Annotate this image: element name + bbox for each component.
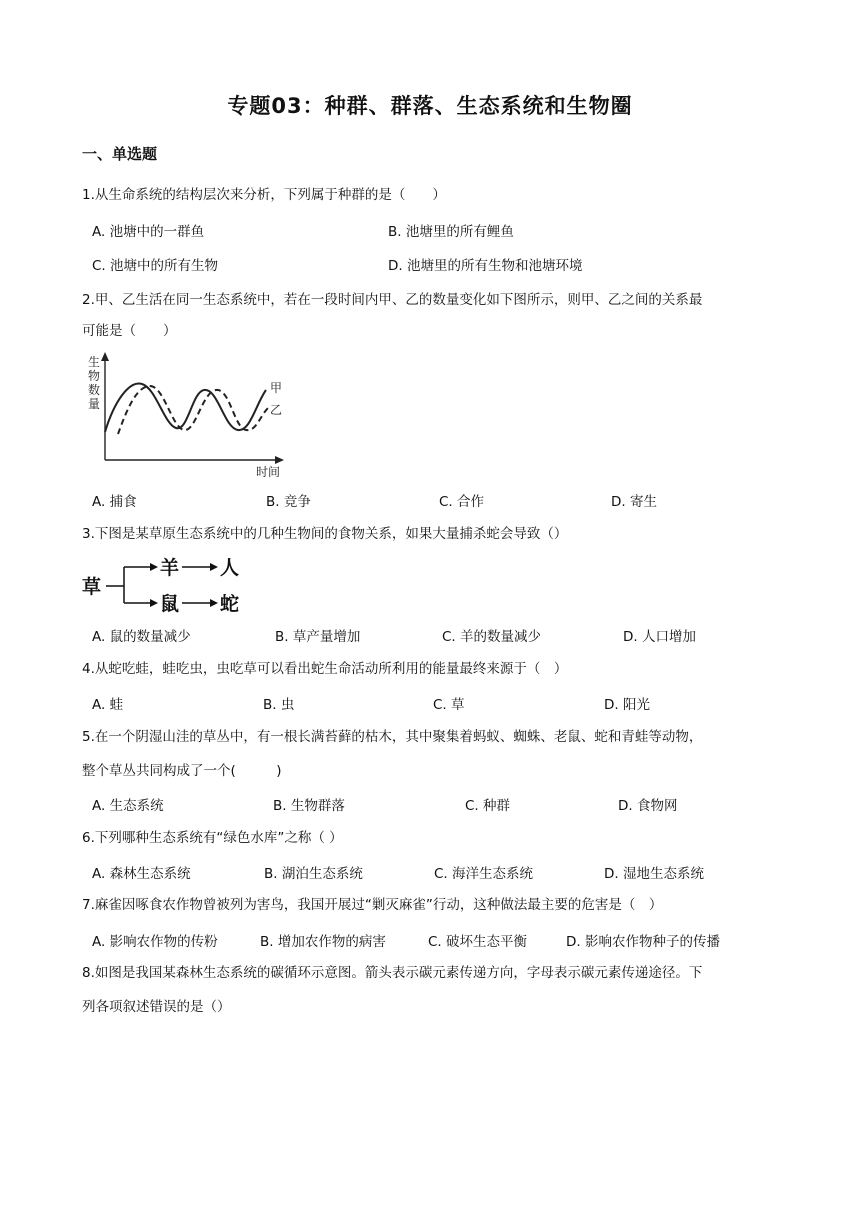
legend-yi: 乙 [270, 403, 283, 417]
option-c[interactable]: C. 羊的数量减少 [442, 629, 542, 645]
x-axis-arrow [275, 456, 284, 464]
option-d[interactable]: D. 阳光 [604, 697, 650, 713]
question-7-stem: 7.麻雀因啄食农作物曾被列为害鸟，我国开展过“剿灭麻雀”行动，这种做法最主要的危害是（ ） [82, 897, 663, 913]
option-c[interactable]: C. 合作 [439, 494, 485, 510]
question-2-options [92, 490, 792, 514]
option-a[interactable]: A. 鼠的数量减少 [92, 629, 191, 645]
question-5-stem-line2: 整个草丛共同构成了一个( ) [82, 763, 282, 779]
option-b[interactable]: B. 竞争 [266, 494, 311, 510]
legend-jia: 甲 [270, 381, 283, 395]
option-d[interactable]: D. 影响农作物种子的传播 [566, 934, 720, 950]
population-curve-figure [84, 352, 304, 480]
question-8-stem-line1: 8.如图是我国某森林生态系统的碳循环示意图。箭头表示碳元素传递方向，字母表示碳元素传递途径。下 [82, 965, 703, 981]
question-1-options-row2 [92, 254, 792, 278]
option-d[interactable]: D. 人口增加 [623, 629, 696, 645]
y-axis-arrow [101, 352, 109, 361]
option-b[interactable]: B. 湖泊生态系统 [264, 866, 363, 882]
option-b[interactable]: B. 增加农作物的病害 [260, 934, 386, 950]
figure-xlabel: 时间 [256, 465, 281, 479]
question-1-options-row1 [92, 220, 792, 244]
question-7-options [92, 930, 792, 954]
option-b[interactable]: B. 虫 [263, 697, 295, 713]
ylabel-char-1: 生 [88, 355, 101, 369]
option-a[interactable]: A. 影响农作物的传粉 [92, 934, 218, 950]
node-snake: 蛇 [220, 593, 240, 615]
question-1-stem: 1.从生命系统的结构层次来分析，下列属于种群的是（ ） [82, 187, 446, 203]
option-a[interactable]: A. 池塘中的一群鱼 [92, 224, 205, 240]
option-a[interactable]: A. 捕食 [92, 494, 137, 510]
option-d[interactable]: D. 寄生 [611, 494, 657, 510]
option-d[interactable]: D. 湿地生态系统 [604, 866, 704, 882]
question-5-stem-line1: 5.在一个阴湿山洼的草丛中，有一根长满苔藓的枯木，其中聚集着蚂蚁、蜘蛛、老鼠、蛇和青蛙等动物， [82, 729, 703, 745]
option-d[interactable]: D. 食物网 [618, 798, 678, 814]
question-2-stem-line2: 可能是（ ） [82, 323, 177, 339]
node-sheep: 羊 [160, 557, 180, 579]
question-8-stem-line2: 列各项叙述错误的是（） [82, 999, 231, 1015]
series-jia-curve [105, 384, 266, 432]
option-c[interactable]: C. 草 [433, 697, 465, 713]
ylabel-char-2: 物 [88, 369, 101, 383]
option-c[interactable]: C. 池塘中的所有生物 [92, 258, 219, 274]
question-4-options [92, 693, 792, 717]
option-a[interactable]: A. 森林生态系统 [92, 866, 191, 882]
node-human: 人 [220, 557, 240, 579]
page-title: 专题03：种群、群落、生态系统和生物圈 [227, 94, 633, 118]
option-b[interactable]: B. 生物群落 [273, 798, 345, 814]
node-mouse: 鼠 [160, 593, 180, 615]
option-c[interactable]: C. 海洋生态系统 [434, 866, 534, 882]
option-a[interactable]: A. 生态系统 [92, 798, 164, 814]
ylabel-char-4: 量 [88, 397, 101, 411]
question-6-options [92, 862, 792, 886]
question-5-options [92, 794, 792, 818]
option-a[interactable]: A. 蛙 [92, 697, 124, 713]
question-3-options [92, 625, 792, 649]
figure-ylabel [88, 354, 100, 411]
option-c[interactable]: C. 种群 [465, 798, 511, 814]
option-d[interactable]: D. 池塘里的所有生物和池塘环境 [388, 258, 583, 274]
question-4-stem: 4.从蛇吃蛙，蛙吃虫，虫吃草可以看出蛇生命活动所利用的能量最终来源于（ ） [82, 661, 568, 677]
question-6-stem: 6.下列哪种生态系统有“绿色水库”之称（ ） [82, 830, 343, 846]
node-grass: 草 [82, 576, 102, 598]
question-2-stem-line1: 2.甲、乙生活在同一生态系统中，若在一段时间内甲、乙的数量变化如下图所示，则甲、乙之间的关系最 [82, 292, 703, 308]
ylabel-char-3: 数 [88, 383, 101, 397]
option-b[interactable]: B. 池塘里的所有鲤鱼 [388, 224, 514, 240]
question-3-stem: 3.下图是某草原生态系统中的几种生物间的食物关系，如果大量捕杀蛇会导致（） [82, 526, 568, 542]
section-heading: 一、单选题 [82, 145, 158, 163]
food-chain-figure [80, 554, 250, 618]
option-b[interactable]: B. 草产量增加 [275, 629, 361, 645]
option-c[interactable]: C. 破坏生态平衡 [428, 934, 528, 950]
